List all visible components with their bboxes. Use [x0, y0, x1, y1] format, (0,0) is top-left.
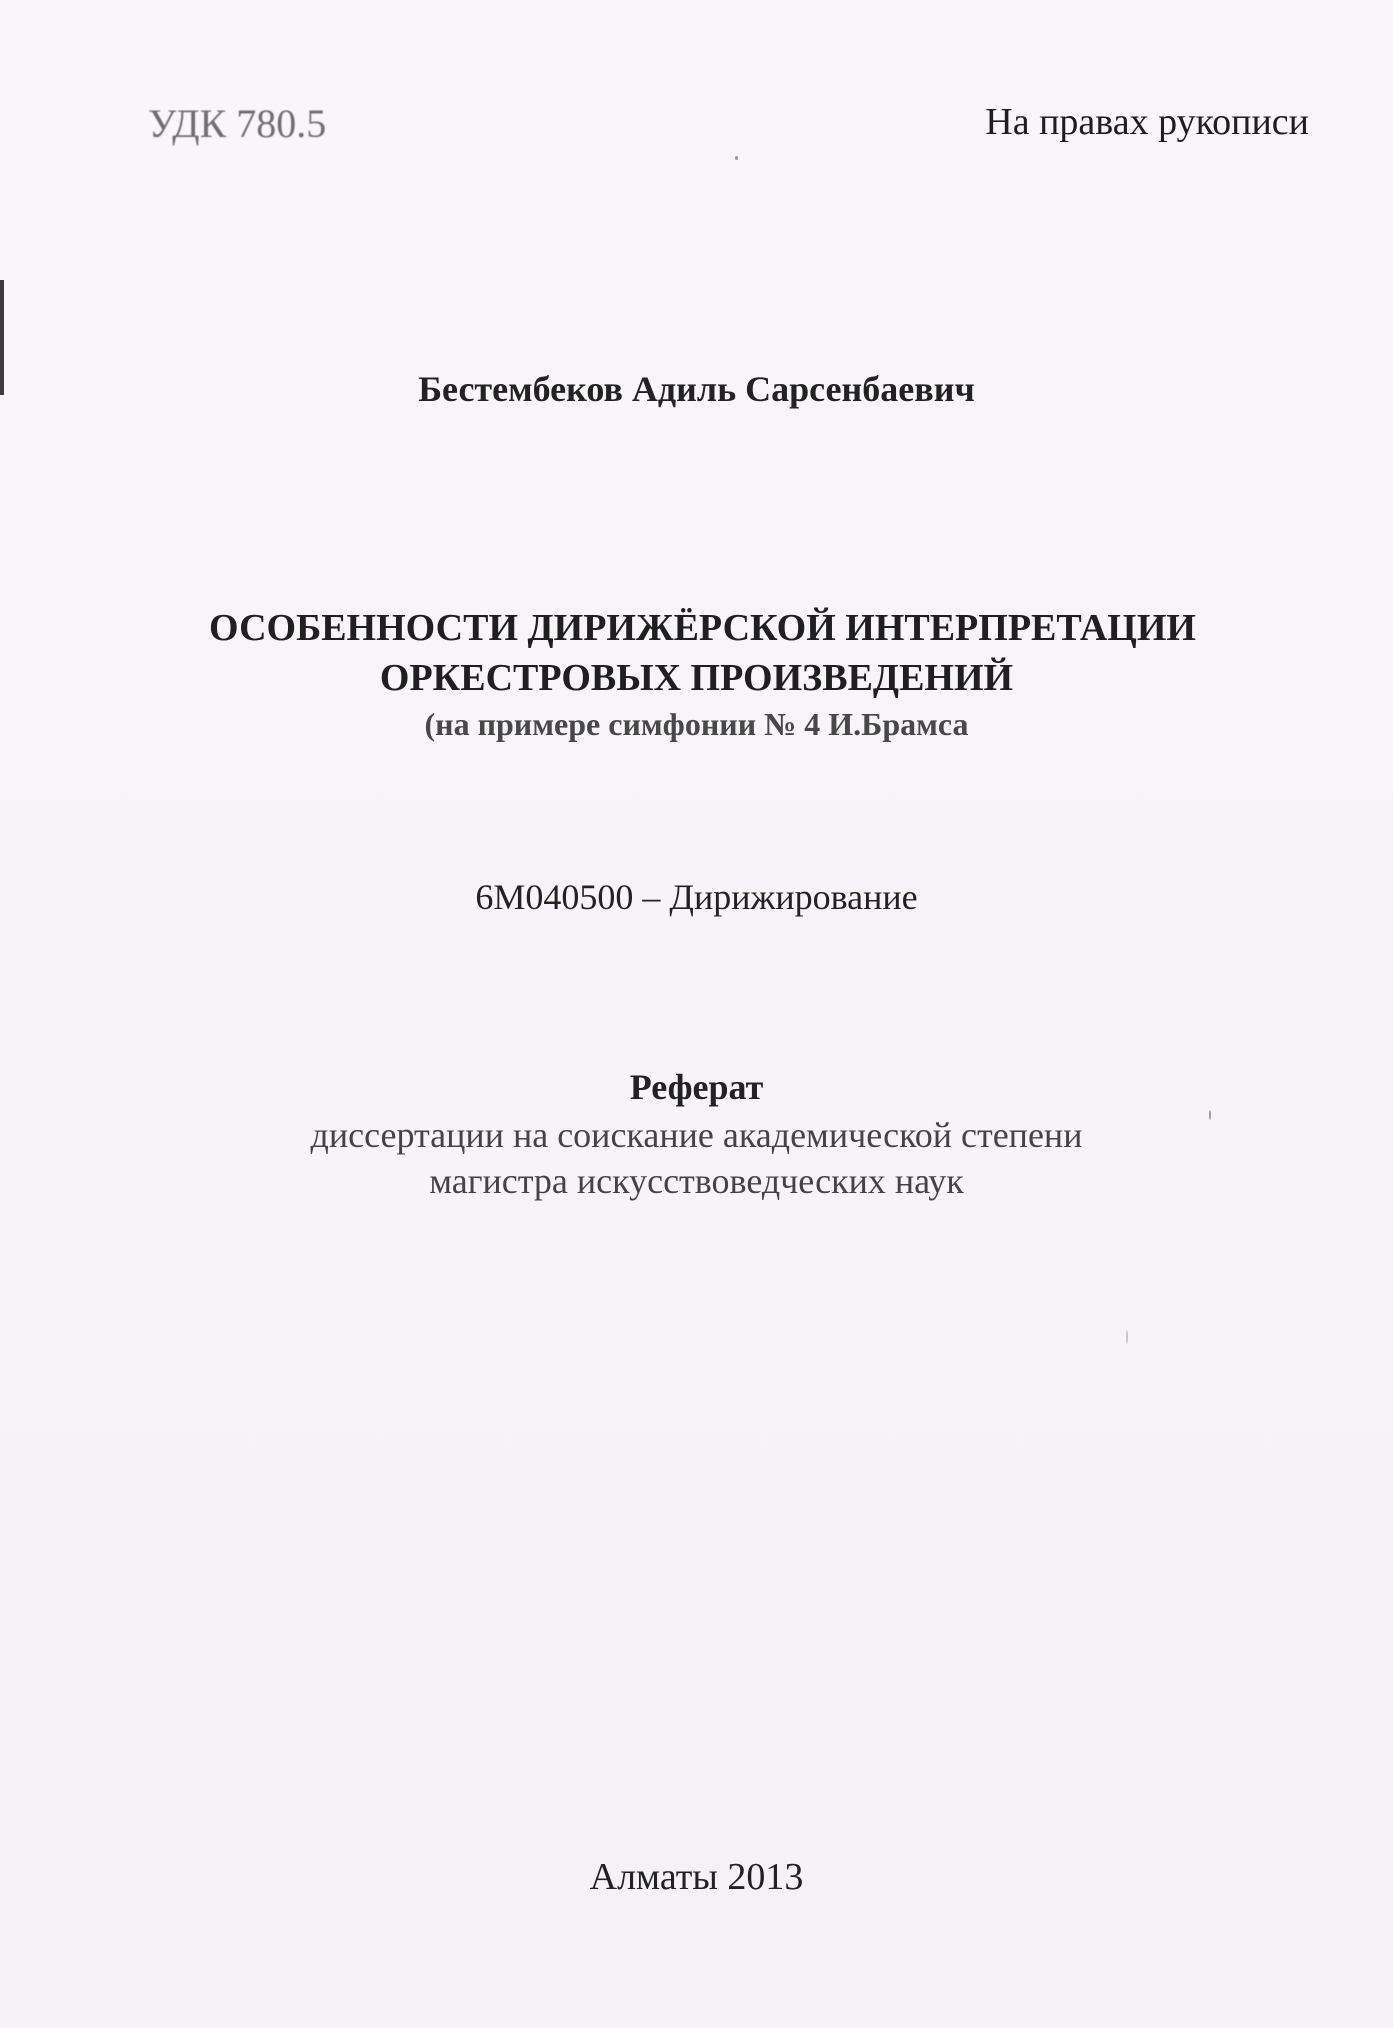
abstract-description-line-1: диссертации на соискание академической степени [310, 1115, 1083, 1155]
title-line-1: ОСОБЕННОСТИ ДИРИЖЁРСКОЙ ИНТЕРПРЕТАЦИИ [209, 607, 1196, 649]
scan-speck [735, 156, 738, 160]
udk-code: УДК 780.5 [148, 101, 327, 146]
rights-note: На правах рукописи [985, 101, 1309, 143]
title-subtitle: (на примере симфонии № 4 И.Брамса [424, 706, 969, 742]
title-line-2: ОРКЕСТРОВЫХ ПРОИЗВЕДЕНИЙ [379, 657, 1014, 699]
specialty-code: 6М040500 – Дирижирование [475, 877, 918, 917]
author-name: Бестембеков Адиль Сарсенбаевич [418, 369, 975, 409]
abstract-label: Реферат [629, 1067, 764, 1107]
scan-speck [1126, 1330, 1128, 1344]
abstract-description-line-2: магистра искусствоведческих наук [429, 1161, 964, 1201]
scan-speck [1209, 1110, 1211, 1120]
place-and-year: Алматы 2013 [589, 1856, 804, 1898]
